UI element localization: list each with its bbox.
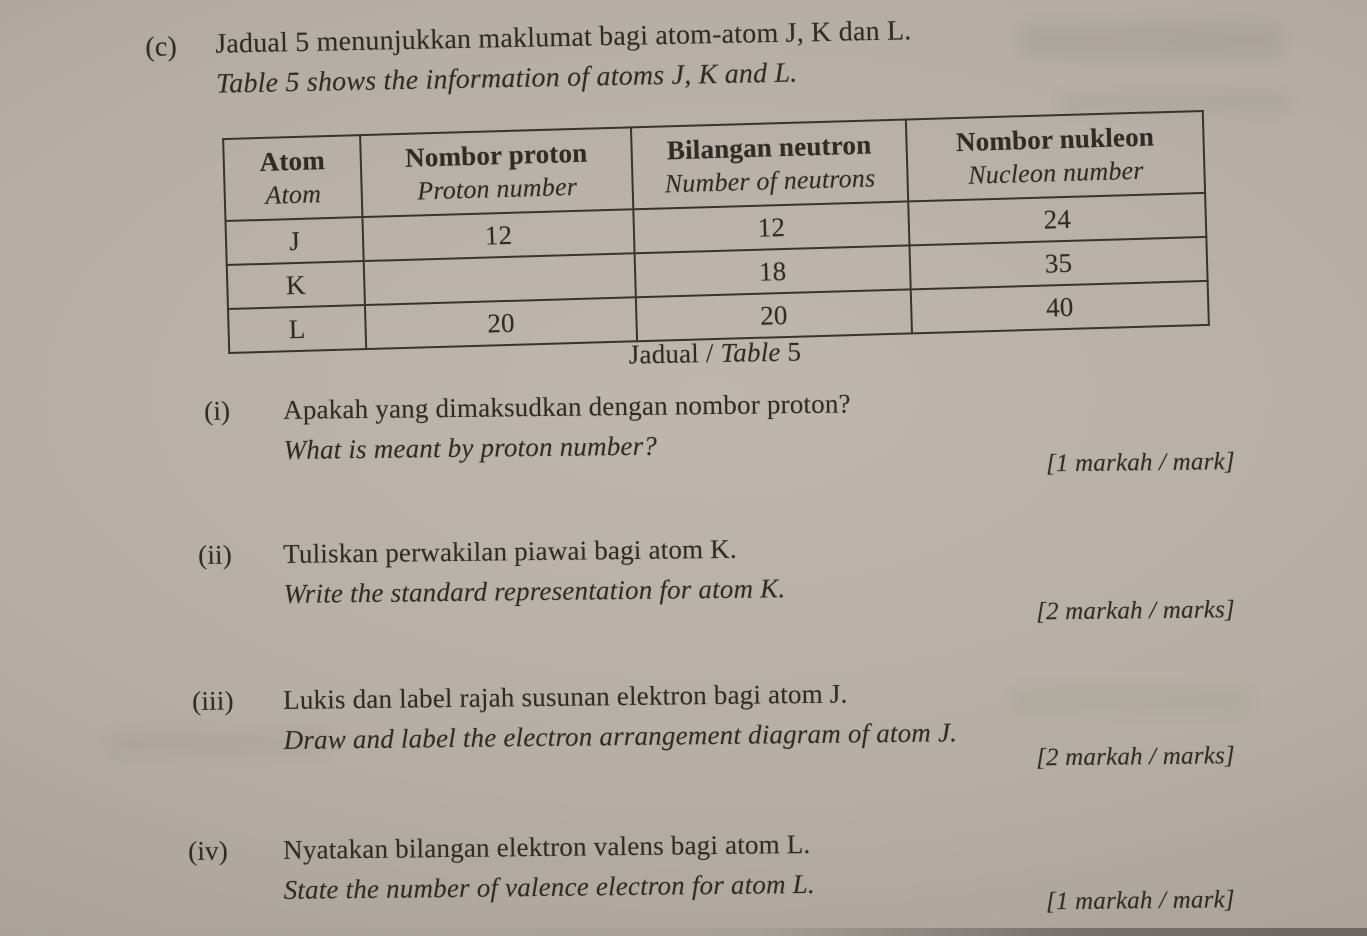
question-block-iii [188,674,1236,772]
cell-neutron-j: 12 [633,201,909,253]
marks-label: [1 markah / mark] [1045,448,1235,478]
question-block-iv [188,824,1235,916]
question-text-english: State the number of valence electron for atom L. [283,868,816,905]
header-neutron-english: Number of neutrons [664,163,876,199]
cell-neutron-k: 18 [635,245,911,297]
question-text-english: Draw and label the electron arrangement diagram of atom J. [283,717,958,755]
cell-nucleon-j: 24 [908,193,1206,245]
caption-prefix: Jadual / [628,337,721,370]
header-atom-english: Atom [264,178,322,210]
question-number: (iv) [188,835,229,866]
question-text-english: Write the standard representation for atom K. [283,573,786,609]
scan-smudge [1020,24,1280,58]
cell-neutron-l: 20 [636,289,912,341]
marks-label: [2 markah / marks] [1035,742,1236,772]
question-number: (iii) [191,685,234,716]
cell-nucleon-l: 40 [911,281,1209,333]
header-atom-malay: Atom [259,145,326,177]
question-block-i [188,384,1235,478]
caption-number: 5 [780,336,802,367]
question-text-malay: Lukis dan label rajah susunan elektron bagi atom J. [282,678,848,715]
atoms-table-wrapper [222,110,1208,354]
header-nucleon-english: Nucleon number [967,155,1144,190]
question-number: (i) [203,395,231,426]
header-cell-proton [360,127,633,217]
cell-proton-l: 20 [365,297,637,349]
header-proton-english: Proton number [416,171,578,206]
cell-atom-j: J [225,217,363,265]
intro-malay: Jadual 5 menunjukkan maklumat bagi atom-atom J, K dan L. [214,15,912,60]
header-neutron-malay: Bilangan neutron [666,129,872,166]
caption-italic: Table [720,336,781,368]
scan-edge-shadow [0,928,1367,936]
cell-atom-l: L [228,305,366,353]
question-block-ii [188,528,1236,626]
intro-block [145,14,986,102]
cell-atom-k: K [227,261,365,309]
question-text-malay: Apakah yang dimaksudkan dengan nombor proton? [282,388,851,425]
question-number: (ii) [197,539,233,570]
question-text-english: What is meant by proton number? [283,430,658,465]
question-text-malay: Tuliskan perwakilan piawai bagi atom K. [282,533,738,569]
cell-nucleon-k: 35 [909,237,1207,289]
marks-label: [1 markah / mark] [1045,886,1235,916]
header-cell-atom [223,135,362,221]
cell-proton-k [364,253,636,305]
header-cell-nucleon [906,111,1205,201]
header-cell-neutron [631,119,908,209]
atoms-table [222,110,1210,354]
marks-label: [2 markah / marks] [1035,596,1236,626]
cell-proton-j: 12 [362,209,634,261]
section-label: (c) [145,31,178,63]
header-proton-malay: Nombor proton [404,137,588,173]
intro-english: Table 5 shows the information of atoms J, K and L. [215,57,798,100]
question-text-malay: Nyatakan bilangan elektron valens bagi atom L. [282,828,811,865]
header-nucleon-malay: Nombor nukleon [955,121,1155,157]
